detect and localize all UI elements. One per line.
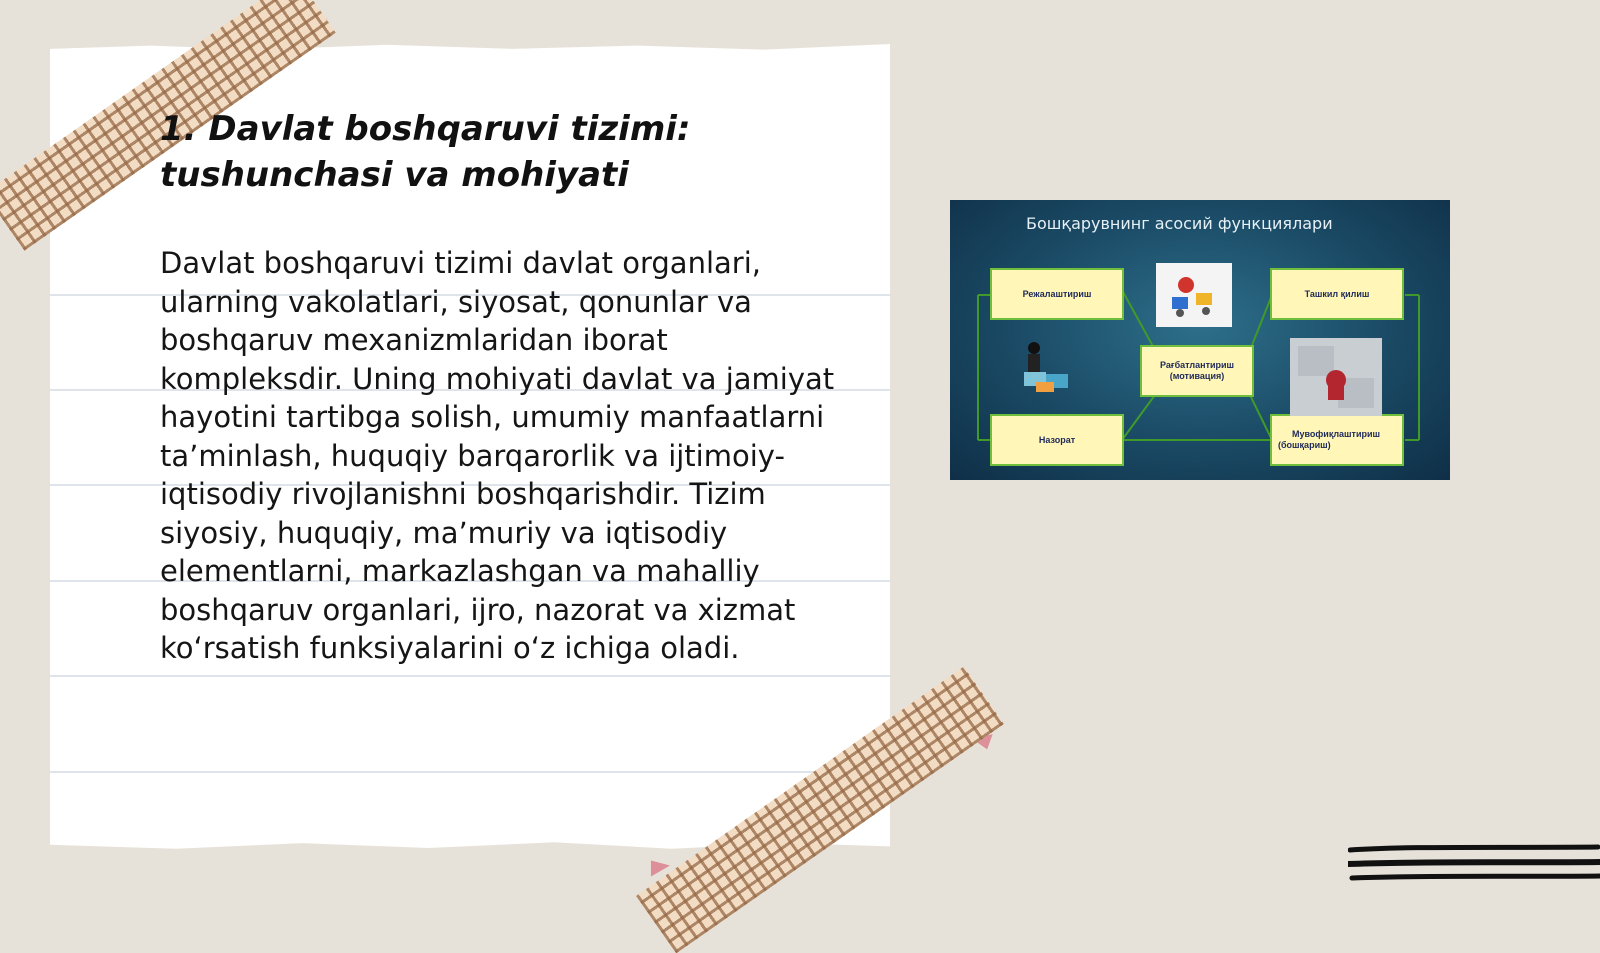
scribble-decoration [1348,844,1600,894]
slide-title [160,106,860,198]
slide-title-line2: tushunchasi va mohiyati [160,155,629,195]
slide-title-line1: 1. Davlat boshqaruvi tizimi: [160,109,691,149]
person-puzzle-icon [1012,336,1082,400]
box-coordination: Мувофиқлаштириш (бошқариш) [1270,414,1404,466]
puzzle-piece-icon [1290,338,1382,416]
diagram-title: Бошқарувнинг асосий функциялари [1026,214,1333,233]
management-functions-diagram [950,200,1450,480]
box-control: Назорат [990,414,1124,466]
puzzle-people-icon [1156,263,1232,327]
tape-corner-mark [644,853,670,876]
box-organizing: Ташкил қилиш [1270,268,1404,320]
box-motivation: Рағбатлантириш (мотивация) [1140,345,1254,397]
box-planning: Режалаштириш [990,268,1124,320]
paper-rule [50,771,890,773]
paper-rule [50,675,890,677]
slide-body-text: Davlat boshqaruvi tizimi davlat organlari, ularning vakolatlari, siyosat, qonunlar va boshqaruv mexanizmlaridan iborat kompleksdir. Uning mohiyati davlat va jamiyat hayotini tartibga solish, umumiy manfaatlarni ta’minlash, huquqiy barqarorlik va ijtimoiy-iqtisodiy rivojlanishni boshqarishdir. Tizim siyosiy, huquqiy, ma’muriy va iqtisodiy elementlarni, markazlashgan va mahalliy boshqaruv organlari, ijro, nazorat va xizmat ko‘rsatish funksiyalarini o‘z ichiga oladi. [160,246,835,665]
